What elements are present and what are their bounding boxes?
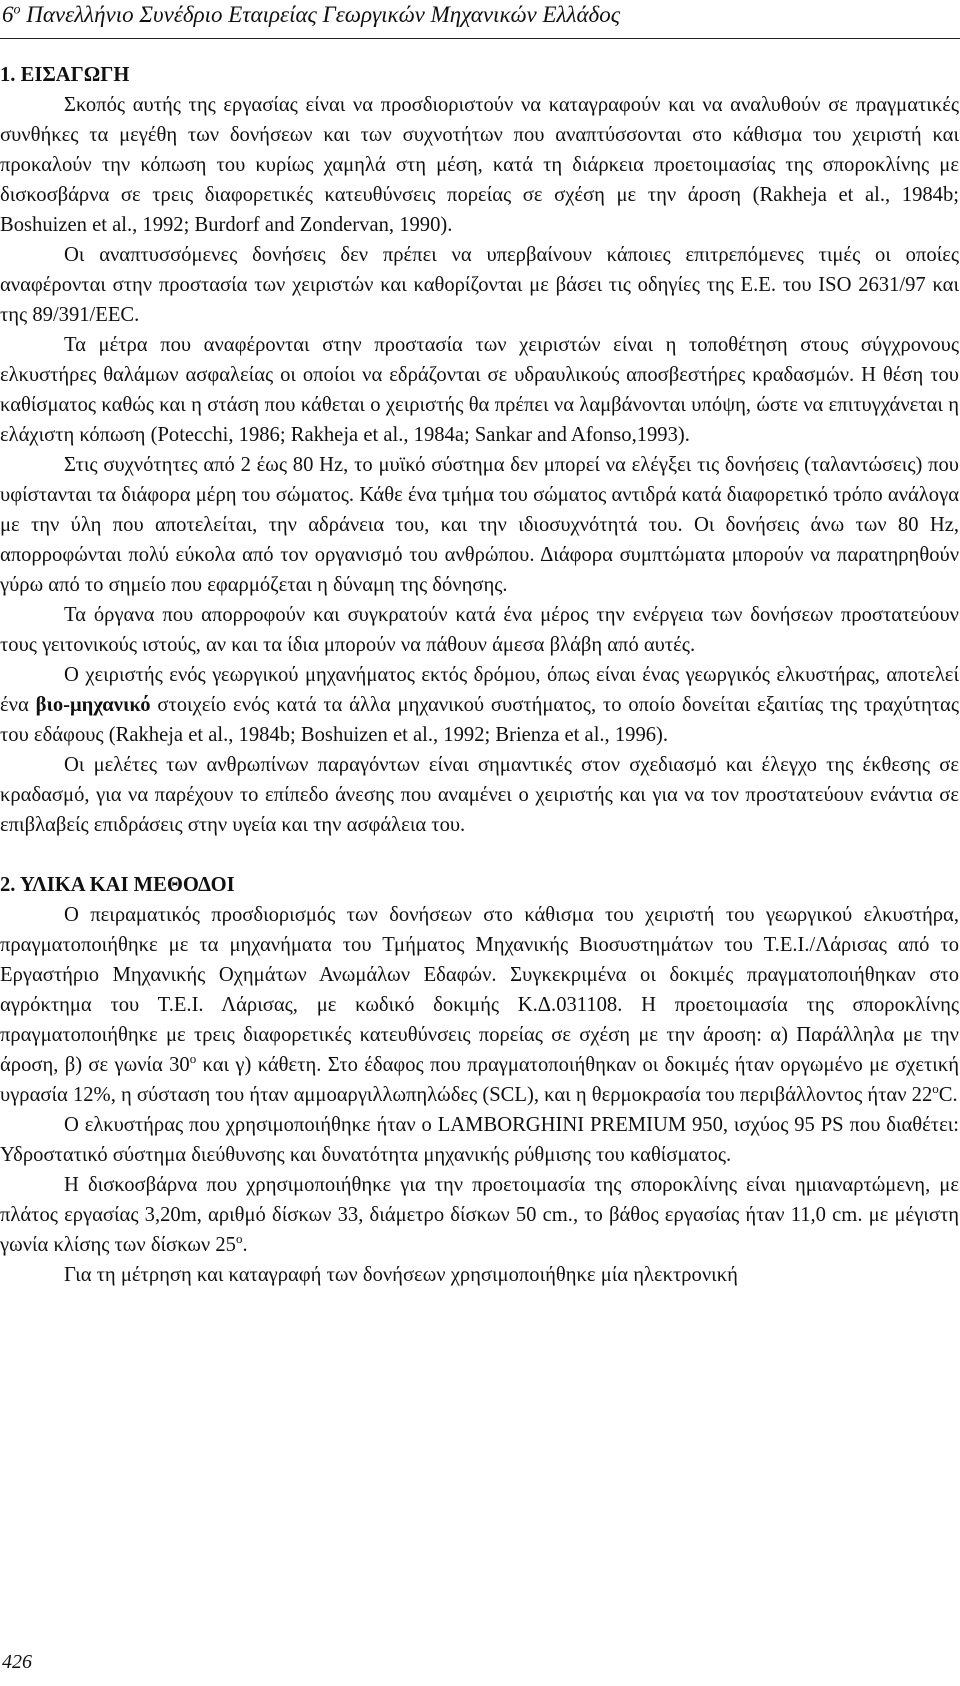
bold-term: βιο-μηχανικό — [35, 694, 151, 716]
paragraph-text: . — [242, 1234, 248, 1256]
paragraph-text: Η δισκοσβάρνα που χρησιμοποιήθηκε για την προετοιμασία της σποροκλίνης είναι ημιαναρτώμενη, με πλάτος εργασίας 3,20m, αριθμό δίσκων 33, διάμετρο δίσκων 50 cm., το βάθος εργασίας ήταν 11,0 cm. με μέγιστη γωνία κλίσης των δίσκων 25 — [0, 1174, 959, 1256]
section-heading-materials-methods: 2. ΥΛΙΚΑ ΚΑΙ ΜΕΘΟΔΟΙ — [0, 874, 235, 896]
header-title: Πανελλήνιο Συνέδριο Εταιρείας Γεωργικών Μηχανικών Ελλάδος — [20, 2, 621, 27]
degree-mark: ο — [189, 1051, 197, 1067]
paragraph-text: Ο χειριστής ενός γεωργικού μηχανήματος εκτός δρόμου, όπως είναι ένας γεωργικός ελκυστήρας, αποτελεί ένα — [0, 664, 959, 716]
degree-mark: ο — [235, 1231, 243, 1247]
header-ordinal-suffix: ο — [13, 2, 21, 18]
degree-mark: ο — [932, 1081, 939, 1097]
document-body — [0, 60, 959, 1290]
paragraph-text: στοιχείο ενός κατά τα άλλα μηχανικού συστήματος, το οποίο δονείται εξαιτίας της τραχύτητας του εδάφους (Rakheja et al., 1984b; Boshuizen et al., 1992; Brienza et al., 1996). — [0, 694, 959, 746]
header-ordinal: 6 — [2, 2, 14, 27]
paragraph: Για τη μέτρηση και καταγραφή των δονήσεων χρησιμοποιήθηκε μία ηλεκτρονική — [64, 1264, 738, 1286]
paragraph: Ο ελκυστήρας που χρησιμοποιήθηκε ήταν ο LAMBORGHINI PREMIUM 950, ισχύος 95 PS που διαθέτει: Υδροστατικό σύστημα διεύθυνσης και δυνατότητα μηχανικής ρύθμισης του καθίσματος. — [0, 1114, 959, 1166]
paragraph-text: Ο πειραματικός προσδιορισμός των δονήσεων στο κάθισμα του χειριστή του γεωργικού ελκυστήρα, πραγματοποιήθηκε με τα μηχανήματα του Τμήματος Μηχανικής Βιοσυστημάτων του Τ.Ε.Ι./Λάρισας από το Εργαστήριο Μηχανικής Οχημάτων Ανωμάλων Εδαφών. Συγκεκριμένα οι δοκιμές πραγματοποιήθηκαν στο αγρόκτημα του Τ.Ε.Ι. Λάρισας, με κωδικό δοκιμής Κ.Δ.031108. Η προετοιμασία της σποροκλίνης πραγματοποιήθηκε με τρεις διαφορετικές κατευθύνσεις πορείας σε σχέση με την άροση: α) Παράλληλα με την άροση, β) σε γωνία 30 — [0, 904, 959, 1076]
paragraph: Τα μέτρα που αναφέρονται στην προστασία των χειριστών είναι η τοποθέτηση στους σύγχρονους ελκυστήρες θαλάμων ασφαλείας οι οποίοι να εδράζονται σε υδραυλικούς αποσβεστήρες κραδασμών. Η θέση του καθίσματος καθώς και η στάση που κάθεται ο χειριστής θα πρέπει να λαμβάνονται υπόψη, ώστε να επιτυγχάνεται η ελάχιστη κόπωση (Potecchi, 1986; Rakheja et al., 1984a; Sankar and Afonso,1993). — [0, 334, 959, 446]
header-divider — [0, 38, 960, 39]
paragraph: Οι μελέτες των ανθρωπίνων παραγόντων είναι σημαντικές στον σχεδιασμό και έλεγχο της έκθεσης σε κραδασμό, για να παρέχουν το επίπεδο άνεσης που αναμένει ο χειριστής και για να τον προστατεύουν ενάντια σε επιβλαβείς επιδράσεις στην υγεία και την ασφάλεια του. — [0, 754, 959, 836]
paragraph — [0, 900, 959, 1110]
paragraph: Οι αναπτυσσόμενες δονήσεις δεν πρέπει να υπερβαίνουν κάποιες επιτρεπόμενες τιμές οι οποίες αναφέρονται στην προστασία των χειριστών και καθορίζονται με βάσει τις οδηγίες της Ε.Ε. του ISO 2631/97 και της 89/391/ΕΕC. — [0, 244, 959, 326]
section-heading-introduction: 1. ΕΙΣΑΓΩΓΗ — [0, 64, 130, 86]
running-header — [2, 2, 620, 28]
paragraph — [0, 660, 959, 750]
paragraph: Σκοπός αυτής της εργασίας είναι να προσδιοριστούν να καταγραφούν και να αναλυθούν σε πραγματικές συνθήκες τα μεγέθη των δονήσεων και των συχνοτήτων που αναπτύσσονται στο κάθισμα του χειριστή και προκαλούν την κόπωση του κυρίως χαμηλά στη μέση, κατά τη διάρκεια προετοιμασίας της σποροκλίνης με δισκοσβάρνα σε τρεις διαφορετικές κατευθύνσεις πορείας σε σχέση με την άροση (Rakheja et al., 1984b; Boshuizen et al., 1992; Burdorf and Zondervan, 1990). — [0, 94, 959, 236]
paragraph: Στις συχνότητες από 2 έως 80 Hz, το μυϊκό σύστημα δεν μπορεί να ελέγξει τις δονήσεις (ταλαντώσεις) που υφίστανται τα διάφορα μέρη του σώματος. Κάθε ένα τμήμα του σώματος αντιδρά κατά διαφορετικό τρόπο ανάλογα με την ύλη που αποτελείται, την αδράνεια του, και την ιδιοσυχνότητά του. Οι δονήσεις άνω των 80 Hz, απορροφώνται πολύ εύκολα από τον οργανισμό του ανθρώπου. Διάφορα συμπτώματα μπορούν να παρατηρηθούν γύρω από το σημείο που εφαρμόζεται η δύναμη της δόνησης. — [0, 454, 959, 596]
paragraph-text: C. — [938, 1084, 958, 1106]
paragraph — [0, 1170, 959, 1260]
page-number: 426 — [2, 1651, 32, 1673]
paragraph: Τα όργανα που απορροφούν και συγκρατούν κατά ένα μέρος την ενέργεια των δονήσεων προστατεύουν τους γειτονικούς ιστούς, αν και τα ίδια μπορούν να πάθουν άμεσα βλάβη από αυτές. — [0, 604, 959, 656]
paragraph-text: και γ) κάθετη. Στο έδαφος που πραγματοποιήθηκαν οι δοκιμές ήταν οργωμένο με σχετική υγρασία 12%, η σύσταση του ήταν αμμοαργιλλωπηλώδες (SCL), και η θερμοκρασία του περιβάλλοντος ήταν 22 — [0, 1054, 959, 1106]
